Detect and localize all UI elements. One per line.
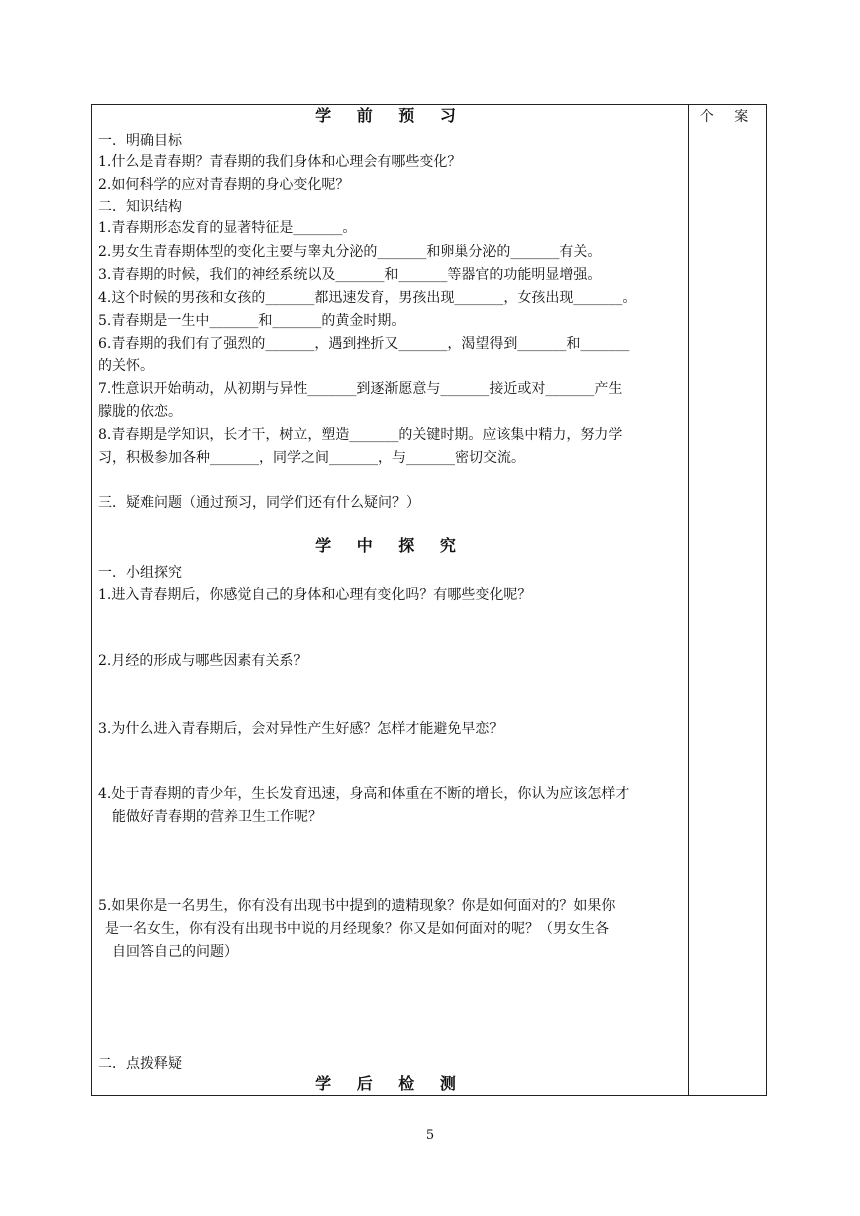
section-title-test: 学 后 检 测 (315, 1074, 466, 1093)
knowledge-heading: 二．知识结构 (98, 199, 182, 215)
explore-question-cont: 能做好青春期的营养卫生工作呢？ (112, 809, 322, 825)
section-title-explore: 学 中 探 究 (315, 536, 466, 555)
group-heading: 一．小组探究 (98, 565, 182, 581)
goal-item: 2.如何科学的应对青春期的身心变化呢？ (98, 177, 350, 193)
knowledge-item: 6.青春期的我们有了强烈的_______，遇到挫折又_______，渴望得到_______和_______ (98, 336, 630, 352)
explore-question-cont: 是一名女生，你有没有出现书中说的月经现象？你又是如何面对的呢？（男女生各 (105, 921, 609, 937)
explore-question: 4.处于青春期的青少年，生长发育迅速，身高和体重在不断的增长，你认为应该怎样才 (98, 786, 630, 802)
explore-question: 3.为什么进入青春期后，会对异性产生好感？怎样才能避免早恋？ (98, 721, 504, 737)
knowledge-item: 2.男女生青春期体型的变化主要与睾丸分泌的_______和卵巢分泌的_______有关。 (98, 244, 602, 260)
column-divider (688, 104, 689, 1096)
knowledge-item: 朦胧的依恋。 (98, 404, 182, 420)
goals-heading: 一．明确目标 (98, 133, 182, 149)
knowledge-item: 习，积极参加各种_______，同学之间_______，与_______密切交流。 (98, 450, 525, 466)
knowledge-item: 8.青春期是学知识，长才干，树立，塑造_______的关键时期。应该集中精力，努力学 (98, 427, 623, 443)
clarify-heading: 二．点拨释疑 (98, 1056, 182, 1072)
page-number: 5 (425, 1128, 435, 1143)
knowledge-item: 的关怀。 (98, 358, 154, 374)
knowledge-item: 5.青春期是一生中_______和_______的黄金时期。 (98, 313, 406, 329)
explore-question: 2.月经的形成与哪些因素有关系？ (98, 653, 308, 669)
questions-heading: 三．疑难问题（通过预习，同学们还有什么疑问？） (98, 495, 420, 511)
explore-question-cont: 自回答自己的问题） (112, 944, 238, 960)
knowledge-item: 7.性意识开始萌动，从初期与异性_______到逐渐愿意与_______接近或对_______产生 (98, 381, 623, 397)
explore-question: 5.如果你是一名男生，你有没有出现书中提到的遗精现象？你是如何面对的？如果你 (98, 898, 616, 914)
goal-item: 1.什么是青春期？青春期的我们身体和心理会有哪些变化？ (98, 154, 462, 170)
explore-question: 1.进入青春期后，你感觉自己的身体和心理有变化吗？有哪些变化呢？ (98, 587, 532, 603)
section-title-preview: 学 前 预 习 (315, 106, 466, 125)
notes-column-title: 个 案 (699, 109, 757, 125)
knowledge-item: 4.这个时候的男孩和女孩的_______都迅速发育，男孩出现_______，女孩出现_______。 (98, 290, 637, 306)
knowledge-item: 3.青春期的时候，我们的神经系统以及_______和_______等器官的功能明显增强。 (98, 267, 602, 283)
knowledge-item: 1.青春期形态发育的显著特征是_______。 (98, 220, 357, 236)
